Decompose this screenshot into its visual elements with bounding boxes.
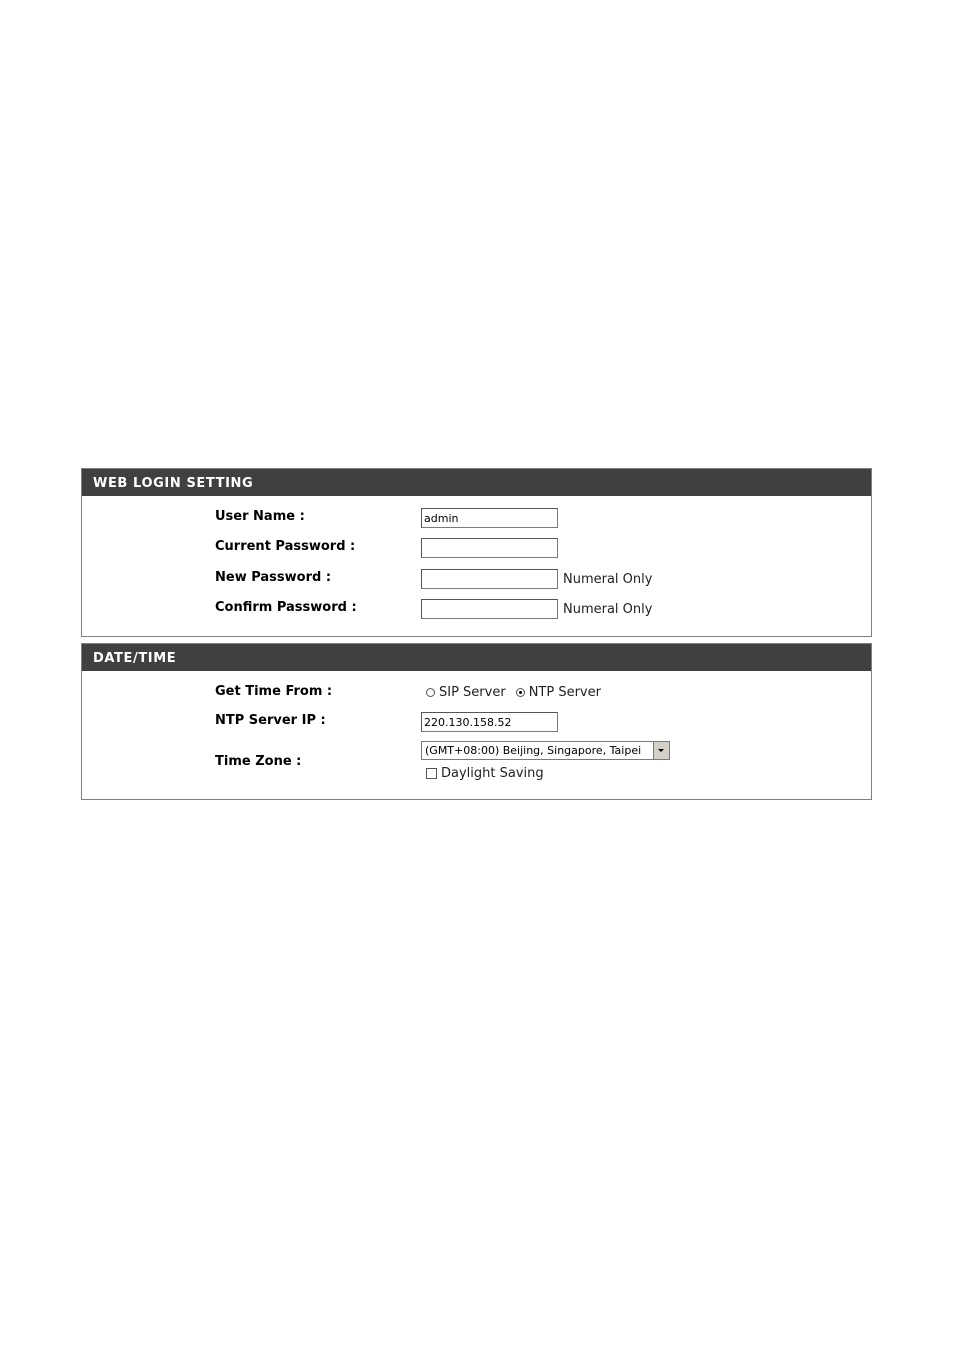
ntp-server-ip-label: NTP Server IP : (215, 713, 326, 728)
date-time-header: DATE/TIME (82, 644, 871, 671)
get-time-from-radio-group (426, 685, 611, 700)
get-time-from-label: Get Time From : (215, 684, 333, 699)
new-password-hint: Numeral Only (563, 572, 653, 587)
sip-server-label: SIP Server (439, 685, 506, 700)
web-login-setting-panel (81, 468, 872, 637)
ntp-server-label: NTP Server (528, 685, 601, 700)
new-password-label: New Password : (215, 570, 332, 585)
ntp-server-option[interactable] (516, 685, 601, 700)
sip-server-radio[interactable] (426, 688, 435, 697)
confirm-password-label: Confirm Password : (215, 600, 357, 615)
new-password-input[interactable] (421, 569, 558, 589)
time-zone-selected-value: (GMT+08:00) Beijing, Singapore, Taipei (425, 744, 642, 757)
daylight-saving-row[interactable] (426, 766, 544, 781)
date-time-panel (81, 643, 872, 800)
daylight-saving-checkbox[interactable] (426, 768, 437, 779)
daylight-saving-label: Daylight Saving (441, 766, 544, 781)
web-login-setting-header: WEB LOGIN SETTING (82, 469, 871, 496)
current-password-input[interactable] (421, 538, 558, 558)
time-zone-select[interactable] (421, 741, 670, 760)
chevron-down-icon[interactable] (653, 742, 669, 759)
current-password-label: Current Password : (215, 539, 356, 554)
confirm-password-hint: Numeral Only (563, 602, 653, 617)
user-name-label: User Name : (215, 509, 305, 524)
ntp-server-ip-input[interactable] (421, 712, 558, 732)
time-zone-label: Time Zone : (215, 754, 302, 769)
sip-server-option[interactable] (426, 685, 506, 700)
ntp-server-radio[interactable] (516, 688, 525, 697)
confirm-password-input[interactable] (421, 599, 558, 619)
user-name-input[interactable] (421, 508, 558, 528)
